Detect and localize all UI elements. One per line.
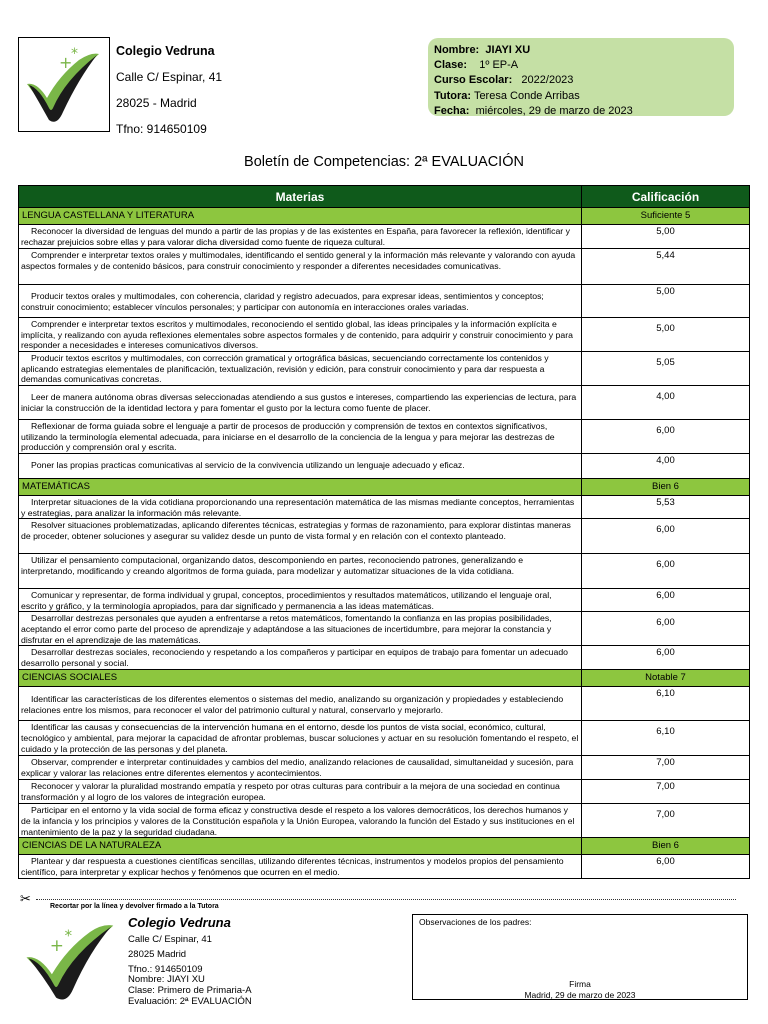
table-row (19, 318, 750, 352)
competency-text: Comprender e interpretar textos orales y multimodales, identificando el sentido general y la información más relevante y valorando con ayuda aspectos formales y de contenido básicos, para construir conocimiento y responder a diferentes necesidades comunicativas. (19, 249, 582, 285)
table-row (19, 687, 750, 721)
fecha-label: Fecha: (434, 104, 470, 117)
table-row (19, 804, 750, 838)
student-name: JIAYI XU (485, 44, 531, 56)
competency-grade: 4,00 (582, 386, 750, 420)
school-address: Calle C/ Espinar, 41 (116, 70, 223, 84)
competency-text: Producir textos escritos y multimodales, con corrección gramatical y ortográfica básicas, secuenciando correctamente los contenidos y aplicando estrategias elementales de planificación, textualización, revisión y edición, para construir conocimiento y para dar respuesta a demandas comunicativas concretas. (19, 352, 582, 386)
table-row (19, 352, 750, 386)
competency-text: Participar en el entorno y la vida social de forma eficaz y constructiva desde el respeto a los valores democráticos, los derechos humanos y de la infancia y los principios y valores de la Constitución española y la Unión Europea, valorando la función del Estado y sus instituciones en el mantenimiento de la paz y la seguridad ciudadana. (19, 804, 582, 838)
competency-text: Plantear y dar respuesta a cuestiones científicas sencillas, utilizando diferentes técnicas, instrumentos y modelos propios del pensamiento científico, para interpretar y explicar hechos y fenómenos que ocurren en el medio. (19, 855, 582, 879)
student-class: 1º EP-A (479, 59, 519, 72)
curso-label: Curso Escolar: (434, 74, 513, 87)
svg-text:*: * (64, 927, 72, 945)
footer-student-info (128, 974, 252, 1007)
competencies-table (18, 185, 750, 879)
competency-grade: 5,00 (582, 285, 750, 318)
competency-text: Poner las propias practicas comunicativas al servicio de la convivencia utilizando un lenguaje adecuado y eficaz. (19, 454, 582, 479)
competency-grade: 6,00 (582, 554, 750, 589)
clase-label: Clase: (434, 59, 468, 72)
competency-text: Comunicar y representar, de forma individual y grupal, conceptos, procedimientos y resultados matemáticos, utilizando el lenguaje oral, escrito y gráfico, y la terminología apropiados, para dar significado y permanencia a las ideas matemáticas. (19, 589, 582, 612)
competency-grade: 7,00 (582, 780, 750, 804)
competency-text: Producir textos orales y multimodales, con coherencia, claridad y registro adecuados, para expresar ideas, sentimientos y conceptos; construir conocimiento; establecer vínculos personales; y participar con autonomía en interacciones orales variadas. (19, 285, 582, 318)
table-header-row (19, 186, 750, 208)
cut-instructions: Recortar por la línea y devolver firmado a la Tutora (50, 903, 219, 910)
nombre-label: Nombre: (434, 44, 480, 56)
student-date: miércoles, 29 de marzo de 2023 (475, 104, 633, 117)
table-row (19, 519, 750, 554)
competency-grade: 6,10 (582, 687, 750, 721)
subject-grade: Bien 6 (582, 838, 750, 855)
header-calificacion: Calificación (582, 186, 750, 208)
table-row (19, 780, 750, 804)
table-row (19, 420, 750, 454)
table-row (19, 589, 750, 612)
student-info-box (428, 38, 734, 116)
school-info (116, 38, 222, 142)
subject-grade: Suficiente 5 (582, 208, 750, 225)
table-row (19, 225, 750, 249)
table-row (19, 386, 750, 420)
table-row (19, 285, 750, 318)
subject-row-ciencias-sociales (19, 670, 750, 687)
competency-grade: 6,00 (582, 646, 750, 670)
competency-text: Observar, comprender e interpretar continuidades y cambios del medio, analizando relaciones de causalidad, simultaneidad y sucesión, para explicar y valorar las relaciones entre diferentes elementos y acontecimientos. (19, 756, 582, 780)
svg-text:+: + (59, 53, 73, 72)
competency-grade: 6,00 (582, 519, 750, 554)
cut-line (36, 899, 736, 900)
footer-school-name: Colegio Vedruna (128, 915, 231, 930)
vedruna-check-logo (19, 38, 109, 131)
competency-grade: 6,00 (582, 420, 750, 454)
subject-name: CIENCIAS SOCIALES (19, 670, 582, 687)
school-phone: Tfno: 914650109 (116, 122, 207, 136)
competency-text: Reconocer y valorar la pluralidad mostrando empatía y respeto por otras culturas para contribuir a la mejora de una sociedad en continua transformación y al logro de los valores de integración europea. (19, 780, 582, 804)
signature-label: Firma (569, 979, 591, 989)
school-name: Colegio Vedruna (116, 44, 215, 58)
competency-text: Leer de manera autónoma obras diversas seleccionadas atendiendo a sus gustos e intereses, compartiendo las experiencias de lectura, para iniciar la construcción de la identidad lectora y para fomentar el gusto por la lectura como fuente de placer. (19, 386, 582, 420)
competency-grade: 5,05 (582, 352, 750, 386)
competency-text: Comprender e interpretar textos escritos y multimodales, reconociendo el sentido global, las ideas principales y la información explícita e implícita, y realizando con ayuda reflexiones elementales sobre aspectos formales y de contenido, para adquirir y construir conocimiento y para responder a necesidades e intereses comunicativos diversos. (19, 318, 582, 352)
footer-city: 28025 Madrid (128, 949, 187, 960)
competency-text: Identificar las causas y consecuencias de la intervención humana en el entorno, desde los puntos de vista social, económico, cultural, tecnológico y ambiental, para mejorar la capacidad de afrontar problemas, buscar soluciones y actuar en su resolución fomentando el respeto, el cuidado y la protección de las personas y del planeta. (19, 721, 582, 756)
parent-observations-box (412, 914, 748, 1000)
subject-name: CIENCIAS DE LA NATURALEZA (19, 838, 582, 855)
student-course: 2022/2023 (521, 74, 574, 87)
footer-school-info (128, 914, 231, 977)
tutora-label: Tutora: (434, 89, 472, 102)
observations-label: Observaciones de los padres: (419, 917, 532, 927)
table-row (19, 855, 750, 879)
table-row (19, 612, 750, 646)
competency-grade: 5,00 (582, 318, 750, 352)
school-logo-frame (18, 37, 110, 132)
competency-text: Identificar las características de los diferentes elementos o sistemas del medio, analizando su organización y propiedades y estableciendo relaciones entre los mismos, para reconocer el valor del patrimonio cultural y natural, conservarlo y mejorarlo. (19, 687, 582, 721)
subject-row-ciencias-naturaleza (19, 838, 750, 855)
competency-grade: 6,10 (582, 721, 750, 756)
svg-text:+: + (49, 935, 64, 955)
student-tutor: Teresa Conde Arribas (473, 89, 580, 102)
scissors-icon: ✂ (20, 891, 31, 906)
table-row (19, 554, 750, 589)
table-row (19, 454, 750, 479)
footer-evaluation: Evaluación: 2ª EVALUACIÓN (128, 996, 252, 1007)
table-row (19, 249, 750, 285)
competency-text: Reflexionar de forma guiada sobre el lenguaje a partir de procesos de producción y comprensión de textos en contextos significativos, utilizando la terminología elemental adecuada, para iniciarse en el desarrollo de la conciencia de la lengua y para mejorar las destrezas de producción y comprensión oral y escrita. (19, 420, 582, 454)
subject-row-matematicas (19, 479, 750, 496)
competency-grade: 5,00 (582, 225, 750, 249)
footer-student-name: Nombre: JIAYI XU (128, 974, 205, 985)
school-city: 28025 - Madrid (116, 96, 197, 110)
competency-grade: 5,44 (582, 249, 750, 285)
competency-grade: 6,00 (582, 855, 750, 879)
subject-name: MATEMÁTICAS (19, 479, 582, 496)
subject-name: LENGUA CASTELLANA Y LITERATURA (19, 208, 582, 225)
competency-text: Desarrollar destrezas sociales, reconociendo y respetando a los compañeros y participar en equipos de trabajo para fomentar un adecuado desarrollo personal y social. (19, 646, 582, 670)
competency-grade: 7,00 (582, 756, 750, 780)
table-row (19, 756, 750, 780)
competency-grade: 7,00 (582, 804, 750, 838)
competency-grade: 6,00 (582, 589, 750, 612)
signature-date: Madrid, 29 de marzo de 2023 (524, 990, 636, 1000)
header-materias: Materias (19, 186, 582, 208)
competency-grade: 4,00 (582, 454, 750, 479)
page-title: Boletín de Competencias: 2ª EVALUACIÓN (244, 154, 524, 170)
table-row (19, 496, 750, 519)
competency-text: Desarrollar destrezas personales que ayuden a enfrentarse a retos matemáticos, fomentando la confianza en las propias posibilidades, aceptando el error como parte del proceso de aprendizaje y adaptándose a las situaciones de incertidumbre, para mejorar la constancia y disfrutar en el aprendizaje de las matemáticas. (19, 612, 582, 646)
table-row (19, 721, 750, 756)
subject-grade: Notable 7 (582, 670, 750, 687)
competency-grade: 6,00 (582, 612, 750, 646)
table-row (19, 646, 750, 670)
subject-grade: Bien 6 (582, 479, 750, 496)
subject-row-lengua (19, 208, 750, 225)
competency-text: Interpretar situaciones de la vida cotidiana proporcionando una representación matemática de las mismas mediante conceptos, herramientas y estrategias, para analizar la información más relevante. (19, 496, 582, 519)
competency-text: Resolver situaciones problematizadas, aplicando diferentes técnicas, estrategias y formas de razonamiento, para explorar distintas maneras de proceder, obtener soluciones y asegurar su validez desde un punto de vista formal y en relación con el contexto planteado. (19, 519, 582, 554)
footer-address: Calle C/ Espinar, 41 (128, 934, 212, 945)
competency-text: Reconocer la diversidad de lenguas del mundo a partir de las propias y de las existentes en España, para favorecer la reflexión, identificar y rechazar prejuicios sobre ellas y para valorar dicha diversidad como fuente de riqueza cultural. (19, 225, 582, 249)
competency-text: Utilizar el pensamiento computacional, organizando datos, descomponiendo en partes, reconociendo patrones, generalizando e interpretando, modificando y creando algoritmos de forma guiada, para modelizar y automatizar situaciones de la vida cotidiana. (19, 554, 582, 589)
footer-phone: Tfno.: 914650109 (128, 964, 203, 975)
footer-student-class: Clase: Primero de Primaria-A (128, 985, 252, 996)
competency-grade: 5,53 (582, 496, 750, 519)
vedruna-check-logo (24, 915, 120, 1005)
svg-text:*: * (71, 46, 78, 62)
